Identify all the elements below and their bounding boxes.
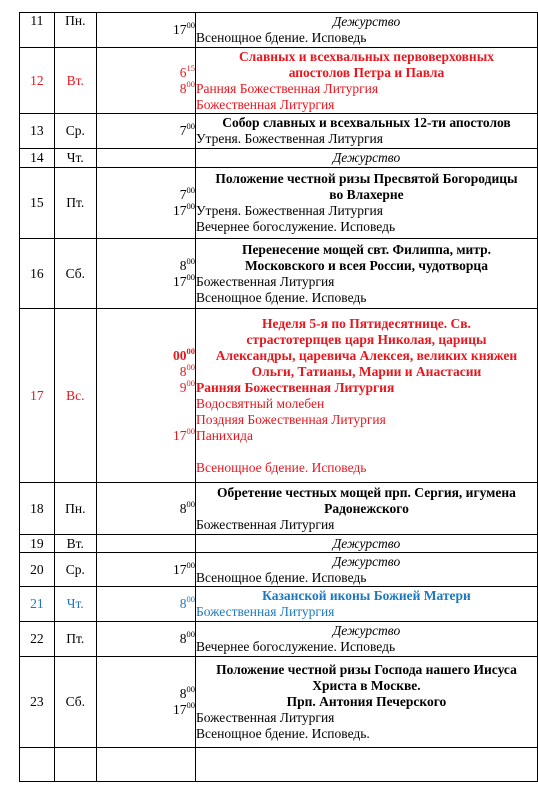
time-minutes: 00 bbox=[186, 255, 195, 266]
events-cell bbox=[195, 13, 537, 48]
events-cell bbox=[195, 168, 537, 239]
events-cell bbox=[195, 239, 537, 309]
service-line: Божественная Литургия bbox=[195, 273, 335, 289]
schedule-row bbox=[20, 309, 538, 483]
schedule-row bbox=[20, 114, 538, 149]
feast-title: во Влахерне bbox=[329, 187, 404, 202]
service-times bbox=[96, 114, 195, 149]
day-number: 15 bbox=[20, 168, 55, 239]
service-time bbox=[97, 596, 195, 612]
service-time bbox=[97, 396, 195, 412]
service-line: Поздняя Божественная Литургия bbox=[195, 411, 386, 427]
service-time bbox=[97, 412, 195, 428]
feast-title: Перенесение мощей свт. Филиппа, митр. bbox=[241, 241, 491, 257]
events-cell bbox=[195, 587, 537, 622]
duty-note: Дежурство bbox=[332, 553, 401, 569]
schedule-row bbox=[20, 748, 538, 782]
service-line: Водосвятный молебен bbox=[195, 395, 325, 411]
schedule-row bbox=[20, 149, 538, 168]
weekday: Вт. bbox=[54, 535, 96, 553]
service-line: Божественная Литургия bbox=[195, 96, 335, 112]
service-line: Ранняя Божественная Литургия bbox=[195, 80, 379, 96]
day-number: 11 bbox=[20, 13, 55, 48]
weekday: Пн. bbox=[54, 483, 96, 535]
duty-note: Дежурство bbox=[332, 535, 401, 551]
service-time bbox=[97, 187, 195, 203]
feast-title: Казанской иконы Божией Матери bbox=[262, 588, 471, 603]
service-times bbox=[96, 239, 195, 309]
service-times bbox=[96, 535, 195, 553]
time-minutes: 00 bbox=[186, 345, 195, 356]
feast-title: Ранняя Божественная Литургия bbox=[195, 379, 395, 395]
events-cell bbox=[195, 622, 537, 657]
feast-title: Александры, царевича Алексея, великих княжен bbox=[215, 347, 518, 363]
feast-title: Положение честной ризы Пресвятой Богородицы bbox=[215, 171, 518, 186]
events-cell bbox=[195, 48, 537, 114]
events-cell bbox=[195, 553, 537, 587]
schedule-table bbox=[19, 12, 538, 782]
day-number: 13 bbox=[20, 114, 55, 149]
service-time bbox=[97, 702, 195, 718]
service-line: Всенощное бдение. Исповедь bbox=[195, 30, 367, 45]
time-hour: 8 bbox=[179, 596, 187, 611]
feast-title: Московского и всея России, чудотворца bbox=[244, 257, 488, 273]
service-line: Божественная Литургия bbox=[195, 604, 335, 619]
service-time bbox=[97, 377, 195, 396]
feast-title: апостолов Петра и Павла bbox=[288, 64, 445, 80]
weekday: Пт. bbox=[54, 622, 96, 657]
schedule-row bbox=[20, 13, 538, 48]
service-time bbox=[97, 203, 195, 219]
time-hour: 00 bbox=[172, 347, 187, 363]
duty-note: Дежурство bbox=[332, 623, 401, 638]
schedule-row bbox=[20, 48, 538, 114]
duty-note: Дежурство bbox=[332, 150, 401, 165]
time-hour: 17 bbox=[172, 203, 187, 218]
feast-title: Христа в Москве. bbox=[312, 678, 421, 693]
day-number: 12 bbox=[20, 48, 55, 114]
service-times bbox=[96, 13, 195, 48]
time-minutes: 00 bbox=[186, 498, 195, 509]
weekday: Вт. bbox=[54, 48, 96, 114]
day-number: 16 bbox=[20, 239, 55, 309]
events-cell bbox=[195, 483, 537, 535]
feast-title: Собор славных и всехвальных 12-ти апостолов bbox=[222, 115, 511, 130]
time-hour: 9 bbox=[179, 379, 187, 395]
time-minutes: 00 bbox=[186, 629, 195, 639]
weekday: Пт. bbox=[54, 168, 96, 239]
service-line: Божественная Литургия bbox=[195, 516, 335, 532]
weekday: Ср. bbox=[54, 553, 96, 587]
time-hour: 17 bbox=[172, 561, 187, 577]
service-time bbox=[97, 22, 195, 38]
duty-note: Дежурство bbox=[332, 14, 401, 29]
feast-title: Прп. Антония Печерского bbox=[286, 694, 447, 709]
time-minutes: 00 bbox=[186, 78, 195, 89]
day-number bbox=[20, 748, 55, 782]
service-line: Вечернее богослужение. Исповедь bbox=[195, 639, 396, 654]
day-number: 14 bbox=[20, 149, 55, 168]
feast-title: Неделя 5-я по Пятидесятнице. Св. bbox=[262, 315, 471, 331]
service-times bbox=[96, 748, 195, 782]
time-hour: 7 bbox=[179, 187, 187, 202]
service-time bbox=[97, 686, 195, 702]
service-time bbox=[97, 559, 195, 578]
time-hour: 6 bbox=[179, 64, 187, 80]
time-minutes: 15 bbox=[186, 62, 195, 73]
service-time bbox=[97, 425, 195, 444]
day-number: 21 bbox=[20, 587, 55, 622]
service-time bbox=[97, 361, 195, 380]
time-hour: 8 bbox=[179, 80, 187, 96]
service-times bbox=[96, 168, 195, 239]
schedule-body bbox=[20, 13, 538, 782]
service-times bbox=[96, 553, 195, 587]
time-minutes: 00 bbox=[186, 361, 195, 372]
service-times bbox=[96, 48, 195, 114]
time-hour: 8 bbox=[179, 500, 187, 516]
time-hour: 8 bbox=[179, 686, 187, 701]
service-line: Божественная Литургия bbox=[195, 710, 335, 725]
service-line: Утреня. Божественная Литургия bbox=[195, 131, 383, 146]
service-times bbox=[96, 483, 195, 535]
time-hour: 17 bbox=[172, 273, 187, 289]
service-time bbox=[97, 78, 195, 97]
events-cell bbox=[195, 535, 537, 553]
service-time bbox=[97, 345, 195, 364]
weekday: Вс. bbox=[54, 309, 96, 483]
events-cell bbox=[195, 309, 537, 483]
time-hour: 8 bbox=[179, 631, 187, 646]
feast-title: Славных и всехвальных первоверховных bbox=[238, 48, 494, 64]
weekday: Сб. bbox=[54, 657, 96, 748]
time-minutes: 00 bbox=[186, 559, 195, 570]
schedule-row bbox=[20, 535, 538, 553]
time-minutes: 00 bbox=[186, 594, 195, 604]
time-minutes: 00 bbox=[186, 201, 195, 211]
time-hour: 17 bbox=[172, 702, 187, 717]
time-minutes: 00 bbox=[186, 684, 195, 694]
feast-title: страстотерпцев царя Николая, царицы bbox=[246, 331, 487, 347]
schedule-row bbox=[20, 239, 538, 309]
schedule-row bbox=[20, 483, 538, 535]
service-line: Всенощное бдение. Исповедь bbox=[195, 569, 367, 585]
events-cell bbox=[195, 657, 537, 748]
time-hour: 8 bbox=[179, 363, 187, 379]
time-minutes: 00 bbox=[186, 377, 195, 388]
day-number: 18 bbox=[20, 483, 55, 535]
feast-title: Радонежского bbox=[324, 500, 409, 516]
day-number: 22 bbox=[20, 622, 55, 657]
weekday: Чт. bbox=[54, 587, 96, 622]
day-number: 17 bbox=[20, 309, 55, 483]
schedule-row bbox=[20, 587, 538, 622]
service-line: Всенощное бдение. Исповедь. bbox=[195, 726, 370, 741]
schedule-row bbox=[20, 168, 538, 239]
events-cell bbox=[195, 748, 537, 782]
weekday bbox=[54, 748, 96, 782]
service-times bbox=[96, 309, 195, 483]
service-line: Всенощное бдение. Исповедь bbox=[195, 289, 367, 305]
day-number: 20 bbox=[20, 553, 55, 587]
service-times bbox=[96, 622, 195, 657]
service-time bbox=[97, 62, 195, 81]
service-time bbox=[97, 255, 195, 274]
time-minutes: 00 bbox=[186, 700, 195, 710]
day-number: 19 bbox=[20, 535, 55, 553]
time-hour: 7 bbox=[179, 123, 187, 138]
service-line: Всенощное бдение. Исповедь bbox=[195, 459, 367, 475]
feast-title: Обретение честных мощей прп. Сергия, игумена bbox=[217, 484, 516, 500]
weekday: Ср. bbox=[54, 114, 96, 149]
day-number: 23 bbox=[20, 657, 55, 748]
service-time bbox=[97, 123, 195, 139]
time-minutes: 00 bbox=[186, 271, 195, 282]
service-line: Вечернее богослужение. Исповедь bbox=[195, 219, 396, 234]
schedule-row bbox=[20, 622, 538, 657]
weekday: Чт. bbox=[54, 149, 96, 168]
service-times bbox=[96, 587, 195, 622]
events-cell bbox=[195, 149, 537, 168]
service-time bbox=[97, 498, 195, 517]
time-hour: 8 bbox=[179, 257, 187, 273]
service-line bbox=[196, 444, 537, 460]
weekday: Сб. bbox=[54, 239, 96, 309]
service-times bbox=[96, 149, 195, 168]
service-line: Утреня. Божественная Литургия bbox=[195, 203, 383, 218]
feast-title: Положение честной ризы Господа нашего Иисуса bbox=[216, 662, 517, 677]
time-minutes: 00 bbox=[186, 185, 195, 195]
schedule-row bbox=[20, 657, 538, 748]
time-hour: 17 bbox=[172, 427, 187, 443]
weekday: Пн. bbox=[54, 13, 96, 48]
time-minutes: 00 bbox=[186, 121, 195, 131]
feast-title: Ольги, Татианы, Марии и Анастасии bbox=[251, 363, 482, 379]
time-hour: 17 bbox=[172, 22, 187, 37]
service-time bbox=[97, 271, 195, 290]
time-minutes: 00 bbox=[186, 425, 195, 436]
service-line: Панихида bbox=[195, 427, 253, 443]
service-time bbox=[97, 631, 195, 647]
events-cell bbox=[195, 114, 537, 149]
schedule-row bbox=[20, 553, 538, 587]
time-minutes: 00 bbox=[186, 20, 195, 30]
service-times bbox=[96, 657, 195, 748]
